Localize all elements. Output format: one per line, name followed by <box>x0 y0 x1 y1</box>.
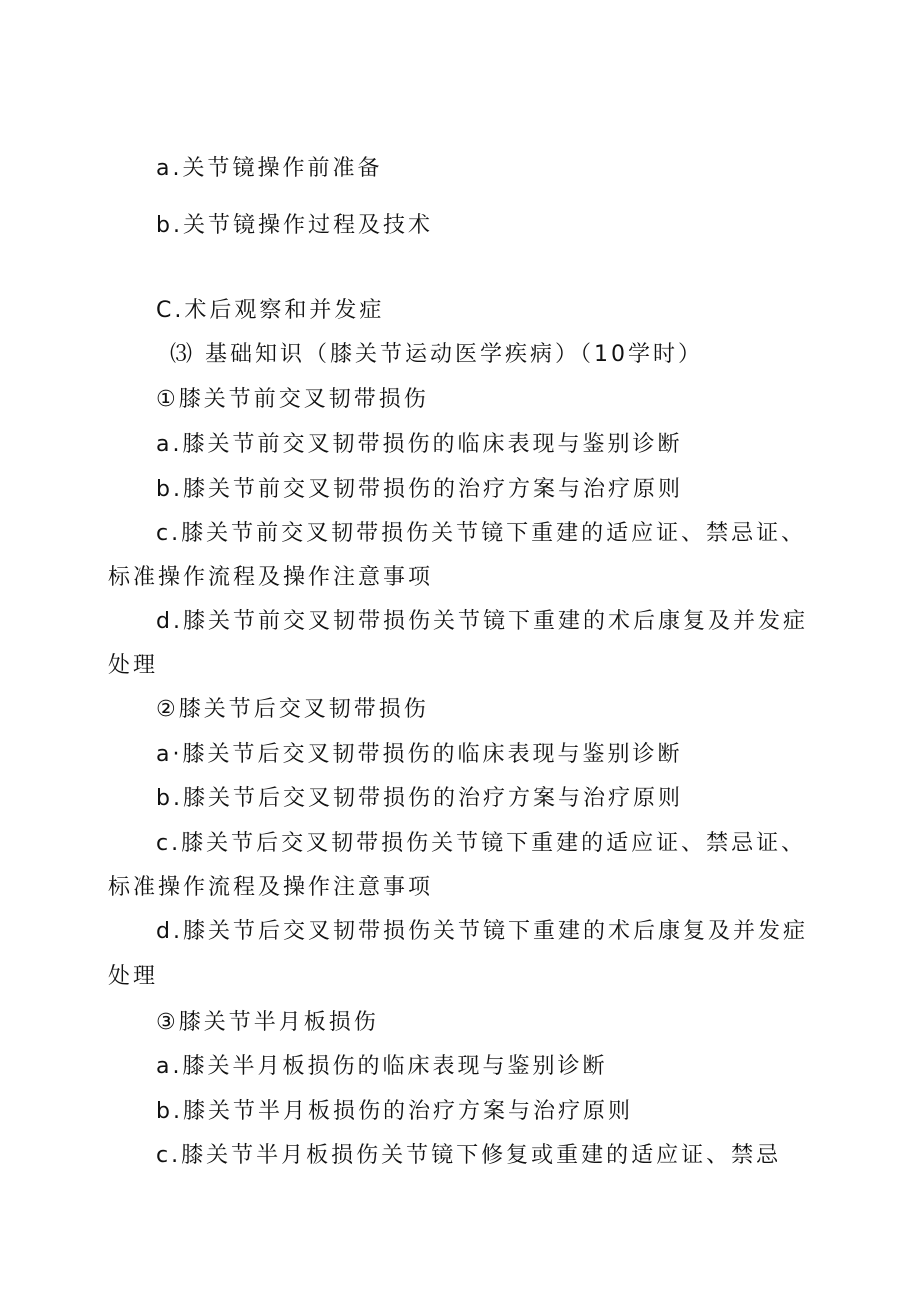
acl-item-b: b.膝关节前交叉韧带损伤的治疗方案与治疗原则 <box>156 477 683 502</box>
item-a-preparation: a.关节镜操作前准备 <box>156 156 383 181</box>
acl-item-c: c.膝关节前交叉韧带损伤关节镜下重建的适应证、禁忌证、 <box>156 521 807 546</box>
acl-item-a: a.膝关节前交叉韧带损伤的临床表现与鉴别诊断 <box>156 432 683 457</box>
meniscus-item-c: c.膝关节半月板损伤关节镜下修复或重建的适应证、禁忌 <box>156 1143 782 1168</box>
acl-item-d: d.膝关节前交叉韧带损伤关节镜下重建的术后康复及并发症 <box>156 609 808 634</box>
item-b-procedure: b.关节镜操作过程及技术 <box>156 213 433 238</box>
pcl-item-a: a·膝关节后交叉韧带损伤的临床表现与鉴别诊断 <box>156 742 683 767</box>
acl-item-c-cont: 标准操作流程及操作注意事项 <box>108 565 434 590</box>
subsection-pcl: ②膝关节后交叉韧带损伤 <box>156 697 429 722</box>
subsection-meniscus: ③膝关节半月板损伤 <box>156 1010 379 1035</box>
pcl-item-b: b.膝关节后交叉韧带损伤的治疗方案与治疗原则 <box>156 786 683 811</box>
pcl-item-c-cont: 标准操作流程及操作注意事项 <box>108 875 434 900</box>
meniscus-item-b: b.膝关节半月板损伤的治疗方案与治疗原则 <box>156 1099 633 1124</box>
acl-item-d-cont: 处理 <box>108 653 159 678</box>
pcl-item-d: d.膝关节后交叉韧带损伤关节镜下重建的术后康复及并发症 <box>156 919 808 944</box>
pcl-item-d-cont: 处理 <box>108 964 159 989</box>
item-c-postop: C.术后观察和并发症 <box>156 298 385 323</box>
section-heading-basics: ⑶ 基础知识（膝关节运动医学疾病）（10学时） <box>170 342 703 367</box>
subsection-acl: ①膝关节前交叉韧带损伤 <box>156 387 429 412</box>
meniscus-item-a: a.膝关半月板损伤的临床表现与鉴别诊断 <box>156 1054 608 1079</box>
pcl-item-c: c.膝关节后交叉韧带损伤关节镜下重建的适应证、禁忌证、 <box>156 831 807 856</box>
